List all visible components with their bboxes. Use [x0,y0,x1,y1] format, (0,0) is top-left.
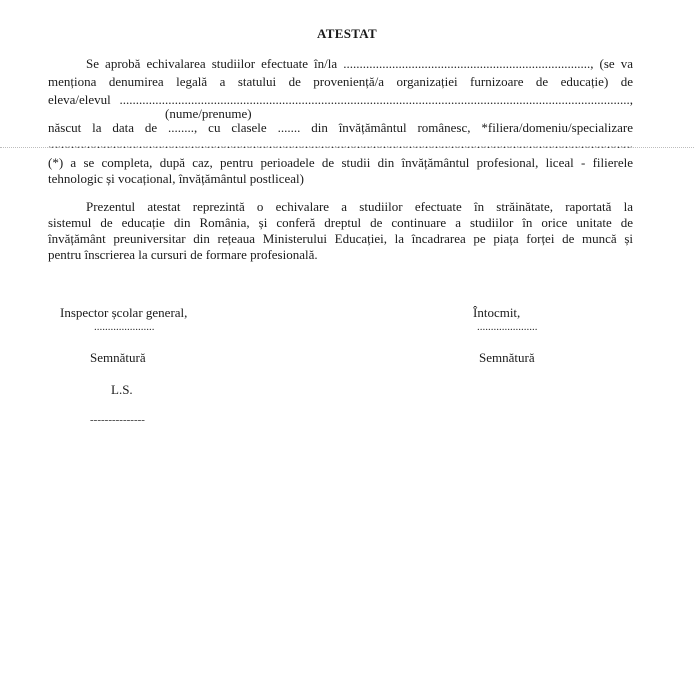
paragraph1-line2: menționa denumirea legală a statului de proveniență/a organizației furnizoare de educație) de [48,74,633,89]
paragraph2-line1: Prezentul atestat reprezintă o echivalare a studiilor efectuate în străinătate, raportată la [86,199,633,214]
prepared-by-label: Întocmit, [473,305,521,320]
scan-artifact-line [0,147,694,148]
paragraph2-line3: învățământ preuniversitar din rețeaua Ministerului Educației, la încadrarea pe piața forței de muncă și [48,231,633,246]
paragraph2-line2: sistemul de educație din România, și conferă dreptul de continuare a studiilor în orice unitate de [48,215,633,230]
paragraph2-line4: pentru înscrierea la cursuri de formare profesională. [48,247,318,262]
inspector-signature-label: Semnătură [90,350,146,365]
inspector-name-dots: ...................... [94,321,155,333]
paragraph1-line5: .................................................................................................................................................................................... [48,136,633,151]
paragraph1-line1: Se aprobă echivalarea studiilor efectuate în/la ............................................................................, (se va [86,56,633,71]
document-title: ATESTAT [317,26,377,41]
footnote-line2: tehnologic și vocațional, învățământul postliceal) [48,171,304,186]
prepared-by-signature-label: Semnătură [479,350,535,365]
inspector-role-label: Inspector școlar general, [60,305,188,320]
stamp-label: L.S. [111,382,133,397]
prepared-by-name-dots: ...................... [477,321,538,333]
footnote-line1: (*) a se completa, după caz, pentru perioadele de studii din învățământul profesional, liceal - filierele [48,155,633,170]
paragraph1-line4: născut la data de ........, cu clasele ....... din învățământul românesc, *filiera/domeniu/specializare [48,120,633,135]
paragraph1-line3: eleva/elevul ............................................................................................................................................................., [48,92,633,107]
stamp-line: --------------- [90,414,145,426]
name-surname-caption: (nume/prenume) [165,106,252,121]
